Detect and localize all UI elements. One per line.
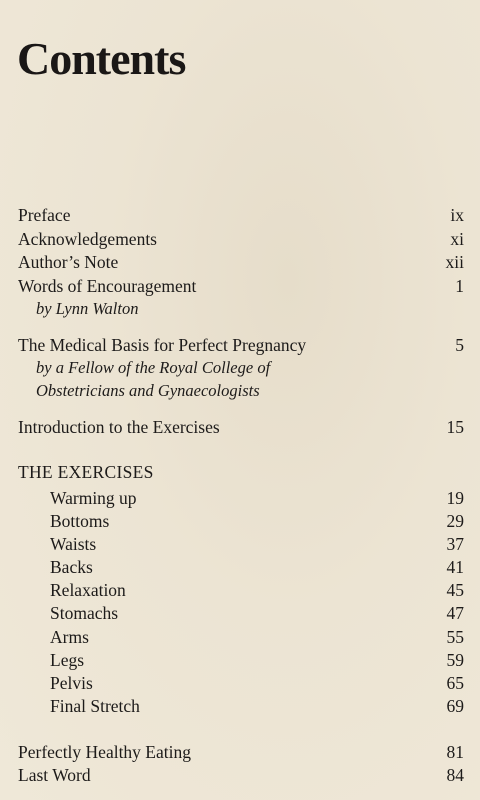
toc-entry-label: Words of Encouragement xyxy=(18,276,197,296)
toc-entry-exercise xyxy=(18,578,464,602)
toc-entry-byline xyxy=(18,297,464,321)
toc-entry-healthy-eating xyxy=(18,740,464,764)
toc-entry-exercise xyxy=(18,671,464,695)
toc-page-number: 5 xyxy=(455,335,464,355)
toc-page-number: 15 xyxy=(446,417,464,437)
toc-page-number: 29 xyxy=(446,511,464,531)
toc-entry-introduction xyxy=(18,415,464,439)
toc-page-number: 47 xyxy=(446,603,464,623)
toc-entry-label: Acknowledgements xyxy=(18,229,157,249)
page-title: Contents xyxy=(17,33,186,84)
toc-entry-byline xyxy=(18,379,464,403)
toc-entry-label: Backs xyxy=(50,557,93,577)
toc-entry-label: Stomachs xyxy=(50,603,119,623)
toc-entry-exercise xyxy=(18,509,464,533)
toc-entry-label: Arms xyxy=(50,627,89,647)
toc-page-number: 41 xyxy=(446,557,464,577)
toc-entry-byline-text: by a Fellow of the Royal College of xyxy=(36,358,271,377)
toc-entry-words-of-encouragement xyxy=(18,274,464,298)
toc-page-number: 19 xyxy=(446,488,464,508)
toc-page-number: 69 xyxy=(446,696,464,716)
toc-page-number: 45 xyxy=(446,580,464,600)
toc-entry-acknowledgements xyxy=(18,227,464,251)
toc-entry-label: Bottoms xyxy=(50,511,110,531)
toc-page-number: ix xyxy=(450,205,464,225)
toc-page-number: 84 xyxy=(446,765,464,785)
toc-entry-byline-text: by Lynn Walton xyxy=(36,299,139,318)
toc-entry-exercise xyxy=(18,694,464,718)
toc-entry-label: Author’s Note xyxy=(18,252,119,272)
toc-entry-label: Preface xyxy=(18,205,71,225)
toc-page-number: 59 xyxy=(446,650,464,670)
toc-page-number: 37 xyxy=(446,534,464,554)
toc-page-number: 81 xyxy=(446,742,464,762)
section-heading-exercises: THE EXERCISES xyxy=(18,462,154,482)
toc-entry-exercise xyxy=(18,486,464,510)
toc-entry-label: Legs xyxy=(50,650,85,670)
toc-page-number: 55 xyxy=(446,627,464,647)
toc-entry-exercise xyxy=(18,648,464,672)
toc-page-number: xi xyxy=(450,229,464,249)
toc-page-number: xii xyxy=(445,252,464,272)
toc-entry-label: Waists xyxy=(50,534,97,554)
toc-entry-label: Last Word xyxy=(18,765,91,785)
toc-entry-exercise xyxy=(18,532,464,556)
toc-entry-label: Introduction to the Exercises xyxy=(18,417,220,437)
toc-entry-exercise xyxy=(18,555,464,579)
toc-entry-byline xyxy=(18,356,464,380)
toc-entry-label: Warming up xyxy=(50,488,137,508)
toc-page-number: 65 xyxy=(446,673,464,693)
toc-entry-label: Pelvis xyxy=(50,673,93,693)
toc-page-number: 1 xyxy=(455,276,464,296)
toc-entry-byline-text: Obstetricians and Gynaecologists xyxy=(36,381,260,400)
toc-entry-label: Perfectly Healthy Eating xyxy=(18,742,191,762)
toc-entry-authors-note xyxy=(18,250,464,274)
toc-entry-label: The Medical Basis for Perfect Pregnancy xyxy=(18,335,307,355)
toc-entry-label: Relaxation xyxy=(50,580,126,600)
toc-entry-preface xyxy=(18,203,464,227)
toc-entry-exercise xyxy=(18,625,464,649)
toc-entry-label: Final Stretch xyxy=(50,696,140,716)
toc-entry-medical-basis xyxy=(18,333,464,357)
toc-entry-last-word xyxy=(18,763,464,787)
toc-entry-exercise xyxy=(18,601,464,625)
